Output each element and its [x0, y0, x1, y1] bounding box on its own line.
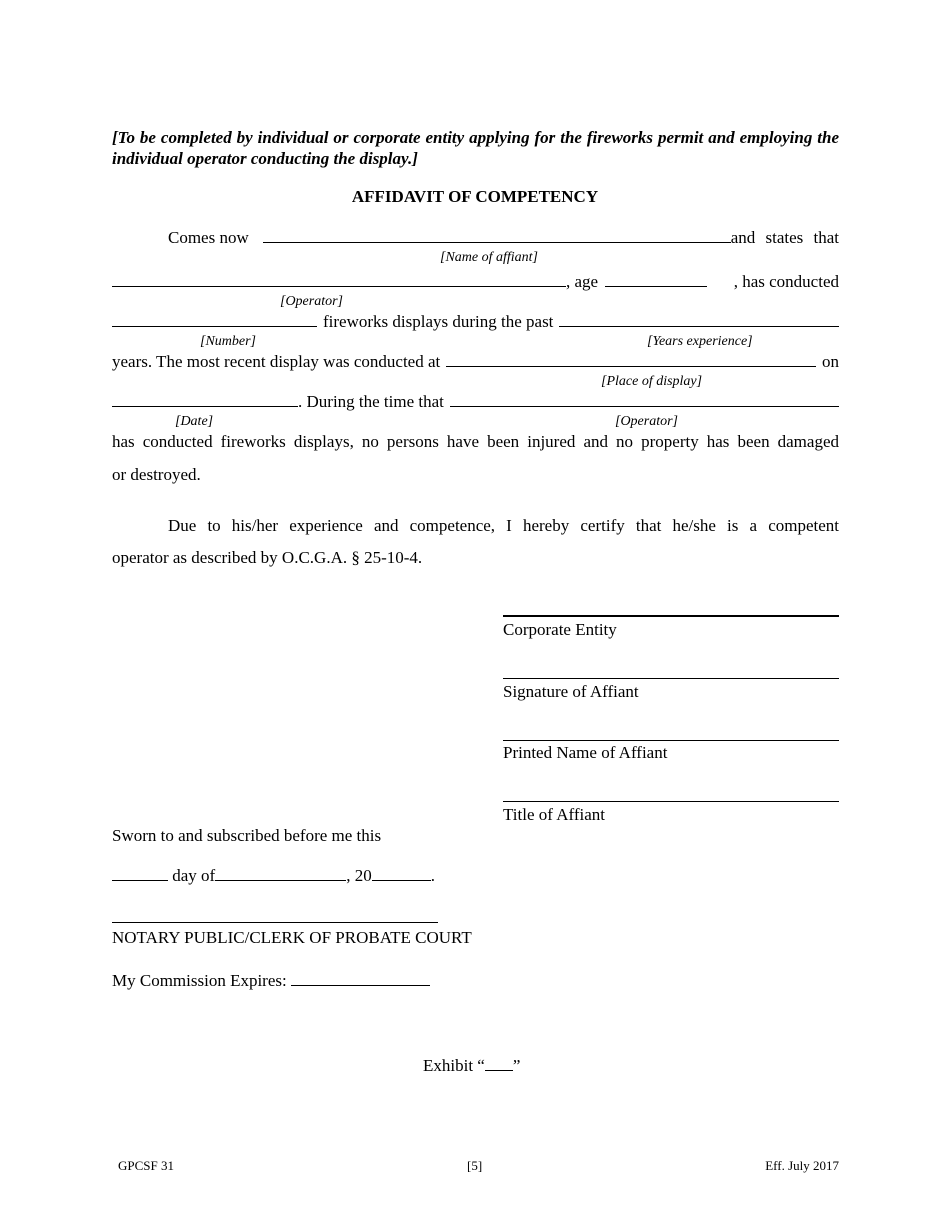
year-prefix-text: , 20 — [346, 866, 372, 885]
age-field[interactable] — [605, 285, 707, 287]
years-experience-caption: [Years experience] — [647, 334, 753, 349]
printed-name-label: Printed Name of Affiant — [503, 743, 668, 762]
signature-label: Signature of Affiant — [503, 682, 639, 701]
certify-text-1: Due to his/her experience and competence, I hereby certify that he/she is a competent — [168, 516, 839, 535]
day-of-text: day of — [172, 866, 216, 885]
corporate-entity-label: Corporate Entity — [503, 620, 617, 639]
place-line — [112, 352, 839, 372]
footer-page-number: [5] — [467, 1158, 483, 1173]
years-experience-field[interactable] — [559, 325, 839, 327]
instructions: [To be completed by individual or corporate entity applying for the fireworks permit and employing the individual operator conducting the display.] — [112, 128, 839, 168]
on-text: on — [822, 352, 839, 371]
has-conducted-text: , has conducted — [733, 272, 839, 291]
operator-field-2[interactable] — [450, 405, 839, 407]
commission-text: My Commission Expires: — [112, 971, 287, 990]
number-caption: [Number] — [200, 334, 257, 349]
year-field[interactable] — [372, 879, 431, 881]
during-time-text: . During the time that — [298, 392, 444, 411]
printed-name-line[interactable] — [503, 740, 839, 741]
no-injuries-text: has conducted fireworks displays, no persons have been injured and no property has been damaged — [112, 432, 839, 451]
notary-label: NOTARY PUBLIC/CLERK OF PROBATE COURT — [112, 928, 472, 947]
operator-caption: [Operator] — [280, 294, 344, 309]
day-field[interactable] — [112, 879, 168, 881]
commission-expires-field[interactable] — [291, 984, 430, 986]
exhibit-text: Exhibit “ — [423, 1056, 485, 1075]
footer-form-id: GPCSF 31 — [118, 1158, 174, 1173]
month-field[interactable] — [215, 879, 346, 881]
exhibit-line — [423, 1056, 520, 1076]
displays-line — [112, 312, 839, 332]
operator-caption-2: [Operator] — [615, 414, 679, 429]
document-title: AFFIDAVIT OF COMPETENCY — [351, 187, 599, 206]
age-text: , age — [566, 272, 599, 291]
date-field[interactable] — [112, 405, 298, 407]
sworn-date-line — [112, 866, 435, 886]
comes-now-text: Comes now — [168, 228, 249, 247]
title-label: Title of Affiant — [503, 805, 606, 824]
displays-text: fireworks displays during the past — [323, 312, 554, 331]
period-text: . — [430, 866, 435, 885]
exhibit-field[interactable] — [485, 1069, 513, 1071]
affiant-line — [112, 228, 839, 248]
affiant-name-caption: [Name of affiant] — [440, 250, 539, 265]
certify-text-2: operator as described by O.C.G.A. § 25-10-4. — [112, 548, 423, 567]
exhibit-close-quote: ” — [512, 1056, 521, 1075]
sworn-text: Sworn to and subscribed before me this — [112, 826, 382, 845]
footer-effective-date: Eff. July 2017 — [765, 1158, 839, 1173]
operator-field[interactable] — [112, 285, 566, 287]
title-line[interactable] — [503, 801, 839, 802]
corporate-entity-line[interactable] — [503, 615, 839, 617]
affiant-name-field[interactable] — [263, 241, 731, 243]
destroyed-text: or destroyed. — [112, 465, 201, 484]
operator-line — [112, 272, 839, 292]
place-of-display-caption: [Place of display] — [601, 374, 703, 389]
recent-display-text: years. The most recent display was conducted at — [112, 352, 441, 371]
place-of-display-field[interactable] — [446, 365, 816, 367]
date-caption: [Date] — [175, 414, 214, 429]
states-that-text: and states that — [730, 228, 839, 247]
number-field[interactable] — [112, 325, 317, 327]
commission-line — [112, 971, 430, 991]
signature-line[interactable] — [503, 678, 839, 679]
date-line — [112, 392, 839, 412]
notary-signature-line[interactable] — [112, 922, 438, 923]
